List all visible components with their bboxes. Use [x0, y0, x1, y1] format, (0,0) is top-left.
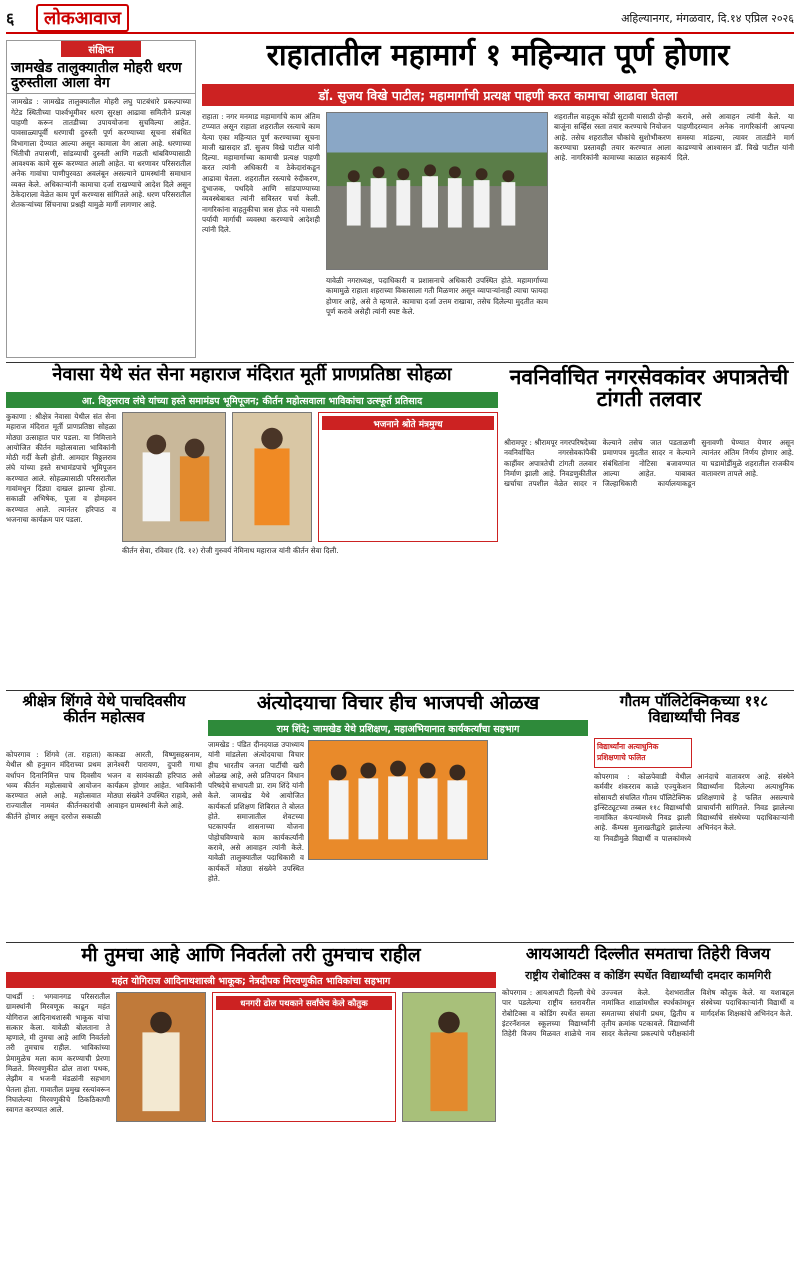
sankshipt-body: जामखेड : जामखेड तालुक्यातील मोहरी लघु पाटबंधारे प्रकल्पाच्या गेटेड स्थितीच्या पार्श्वभूमीवर धरण सुरक्षा आढावा समितीने प्रत्यक्ष पाहणी करून तातडीच्या उपाययोजना सुचविल्या आहेत. पावसाळ्यापूर्वी धरणाची दुरुस्ती पूर्ण करण्याच्या सूचना संबंधित विभागाला देण्यात आल्या असून कामाला वेग आला आहे. धरणाच्या भिंतीची तपासणी, सांडव्याची दुरुस्ती आणि गळती थांबविण्यासाठी आवश्यक कामे सुरू करण्यात आली आहेत. या धरणावर परिसरातील अनेक गावांचा पाणीपुरवठा अवलंबून असल्याने ग्रामस्थांनी समाधान व्यक्त केले. अधिकाऱ्यांनी कामाचा दर्जा राखण्याचे आदेश दिले असून ठेकेदाराला वेळेत काम पूर्ण करण्यास सांगितले आहे. धरण परिसरातील शेतकऱ्यांच्या सिंचनाचा प्रश्नही यामुळे मार्गी लागणार आहे. — [11, 97, 191, 210]
gautam-story — [594, 694, 794, 938]
nevasa-photo-2 — [232, 412, 312, 542]
sankshipt-headline: जामखेड तालुक्यातील मोहरी धरण दुरुस्तीला आला वेग — [7, 57, 195, 94]
lead-photo — [326, 112, 548, 270]
mi-tumcha-headline: मी तुमचा आहे आणि निवर्तलो तरी तुमचाच राहील — [81, 944, 421, 966]
antyodaya-subhead: राम शिंदे; जामखेड येथे प्रशिक्षण, महाअभियानात कार्यकर्त्यांचा सहभाग — [208, 720, 588, 736]
antyodaya-photo — [308, 740, 488, 860]
gautam-headline: गौतम पॉलिटेक्निकच्या ११८ विद्यार्थ्यांची निवड — [619, 692, 769, 726]
nevasa-photo-1 — [122, 412, 226, 542]
nevasa-caption: कीर्तन सेवा, रविवार (दि. १२) रोजी गुरुवर्य नेमिनाथ महाराज यांनी कीर्तन सेवा दिली. — [122, 546, 339, 555]
gautam-body: कोपरगाव : कोळपेवाडी येथील कर्मवीर शंकरराव काळे एज्युकेशन सोसायटी संचलित गौतम पॉलिटेक्निक इन्स्टिट्यूटच्या तब्बल ११८ विद्यार्थ्यांची नामांकित कंपन्यांमध्ये निवड झाली आहे. कॅम्पस मुलाखतीद्वारे झालेल्या या निवडीमुळे विद्यार्थी व पालकांमध्ये आनंदाचे वातावरण आहे. संस्थेने विद्यार्थ्यांना दिलेल्या अत्याधुनिक प्रशिक्षणाचे हे फलित असल्याचे प्राचार्यांनी सांगितले. निवड झालेल्या विद्यार्थ्यांचे संस्थेच्या पदाधिकाऱ्यांनी अभिनंदन केले. — [594, 772, 794, 843]
lead-body-mid: यावेळी नगराध्यक्ष, पदाधिकारी व प्रशासनाचे अधिकारी उपस्थित होते. महामार्गाच्या कामामुळे राहाता शहराच्या विकासाला गती मिळणार असून व्यापाऱ्यांनाही त्याचा फायदा होणार आहे, असे ते म्हणाले. कामाचा दर्जा उत्तम राखावा, तसेच दिलेल्या मुदतीत काम पूर्ण करावे असेही त्यांनी स्पष्ट केले. — [326, 276, 548, 316]
nevasa-story — [6, 366, 498, 686]
iit-story — [502, 946, 794, 1266]
lead-body-right: शहरातील वाहतूक कोंडी सुटावी यासाठी दोन्ही बाजूंना सर्व्हिस रस्ता तयार करण्याचे नियोजन आहे. तसेच शहरातील चौकांचे सुशोभीकरण करण्याचा प्रस्तावही तयार करण्यात आला आहे. नागरिकांनी कामाच्या काळात सहकार्य करावे, असे आवाहन त्यांनी केले. या पाहणीदरम्यान अनेक नागरिकांनी आपल्या समस्या मांडल्या, त्यावर तातडीने मार्ग काढण्याचे आश्वासन डॉ. विखे पाटील यांनी दिले. — [554, 112, 794, 163]
shinge-body: कोपरगाव : शिंगवे (ता. राहाता) येथील श्री हनुमान मंदिराच्या प्रथम वर्धापन दिनानिमित्त पाच दिवसीय भव्य कीर्तन महोत्सवाचे आयोजन करण्यात आले आहे. महोत्सवात राज्यातील नामवंत कीर्तनकारांची कीर्तने होणार असून दररोज सकाळी काकडा आरती, विष्णुसहस्रनाम, ज्ञानेश्वरी पारायण, दुपारी गाथा भजन व सायंकाळी हरिपाठ असे कार्यक्रम होणार आहेत. भाविकांनी मोठ्या संख्येने उपस्थित राहावे, असे आवाहन ग्रामस्थांनी केले आहे. — [6, 750, 202, 821]
lead-story — [202, 40, 794, 360]
mi-tumcha-inset-title: धनगरी ढोल पथकाने सर्वांचेच केले कौतुक — [216, 996, 392, 1010]
mi-tumcha-photo-1 — [116, 992, 206, 1122]
navnirvachit-story — [504, 366, 794, 686]
nevasa-subhead: आ. विठ्ठलराव लंघे यांच्या हस्ते समामंडप भूमिपूजन; कीर्तन महोत्सवाला भाविकांचा उत्स्फूर्त प्रतिसाद — [6, 392, 498, 408]
mi-tumcha-inset — [212, 992, 396, 1122]
lead-subhead: डॉ. सुजय विखे पाटील; महामार्गाची प्रत्यक्ष पाहणी करत कामाचा आढावा घेतला — [202, 84, 794, 106]
dateline: अहिल्यानगर, मंगळवार, दि.१४ एप्रिल २०२६ — [621, 11, 794, 25]
navnirvachit-headline: नवनिर्वाचित नगरसेवकांवर अपात्रतेची टांगती तलवार — [509, 365, 789, 412]
nevasa-headline: नेवासा येथे संत सेना महाराज मंदिरात मूर्ती प्राणप्रतिष्ठा सोहळा — [52, 364, 452, 385]
shinge-headline: श्रीक्षेत्र शिंगवे येथे पाचदिवसीय कीर्तन महोत्सव — [22, 692, 186, 726]
iit-body: कोपरगाव : आयआयटी दिल्ली येथे पार पडलेल्या राष्ट्रीय स्तरावरील रोबोटिक्स व कोडिंग स्पर्धेत समता इंटरनॅशनल स्कूलच्या विद्यार्थ्यांनी तिहेरी विजय मिळवत शाळेचे नाव उज्ज्वल केले. देशभरातील नामांकित शाळांमधील स्पर्धकांमधून समताच्या संघांनी प्रथम, द्वितीय व तृतीय क्रमांक पटकावले. विद्यार्थ्यांनी सादर केलेल्या प्रकल्पांचे परीक्षकांनी विशेष कौतुक केले. या यशाबद्दल संस्थेच्या पदाधिकाऱ्यांनी विद्यार्थी व मार्गदर्शक शिक्षकांचे अभिनंदन केले. — [502, 988, 794, 1039]
iit-headline: आयआयटी दिल्लीत समताचा तिहेरी विजय — [525, 944, 771, 963]
antyodaya-headline: अंत्योदयाचा विचार हीच भाजपची ओळख — [256, 692, 540, 714]
divider — [6, 942, 794, 943]
antyodaya-body: जामखेड : पंडित दीनदयाळ उपाध्याय यांनी मांडलेला अंत्योदयाचा विचार हीच भारतीय जनता पार्टीची खरी ओळख आहे, असे प्रतिपादन विधान परिषदेचे सभापती प्रा. राम शिंदे यांनी केले. जामखेड येथे आयोजित कार्यकर्ता प्रशिक्षण शिबिरात ते बोलत होते. समाजातील शेवटच्या घटकापर्यंत शासनाच्या योजना पोहोचविण्याचे काम कार्यकर्त्यांनी करावे, असे आवाहन त्यांनी केले. यावेळी तालुक्यातील पदाधिकारी व कार्यकर्ते मोठ्या संख्येने उपस्थित होते. — [208, 740, 304, 883]
page-number: ६ — [6, 9, 15, 28]
nevasa-inset-title: भजनाने श्रोते मंत्रमुग्ध — [322, 416, 494, 430]
mi-tumcha-story — [6, 946, 496, 1266]
gautam-inset-title: विद्यार्थ्यांना अत्याधुनिक प्रशिक्षणाचे फलित — [597, 742, 659, 762]
iit-subhead: राष्ट्रीय रोबोटिक्स व कोडिंग स्पर्धेत विद्यार्थ्यांची दमदार कामगिरी — [525, 969, 771, 982]
sankshipt-section — [6, 40, 196, 358]
mi-tumcha-photo-2 — [402, 992, 496, 1122]
divider — [6, 362, 794, 363]
lead-headline: राहातातील महामार्ग १ महिन्यात पूर्ण होणार — [266, 38, 730, 73]
navnirvachit-body: श्रीरामपूर : श्रीरामपूर नगरपरिषदेच्या नवनिर्वाचित नगरसेवकांपैकी काहींवर अपात्रतेची टांगती तलवार निर्माण झाली आहे. निवडणुकीतील खर्चाचा तपशील वेळेत सादर न केल्याने तसेच जात पडताळणी प्रमाणपत्र मुदतीत सादर न केल्याने संबंधितांना नोटिसा बजावण्यात आल्या आहेत. याबाबत जिल्हाधिकारी कार्यालयाकडून सुनावणी घेण्यात येणार असून त्यानंतर अंतिम निर्णय होणार आहे. या घडामोडींमुळे शहरातील राजकीय वातावरण तापले आहे. — [504, 438, 794, 489]
paper-name: लोकआवाज — [36, 4, 129, 32]
sankshipt-tag: संक्षिप्त — [61, 41, 141, 57]
shinge-story — [6, 694, 202, 938]
divider — [6, 690, 794, 691]
masthead — [6, 4, 794, 34]
antyodaya-story — [208, 694, 588, 938]
gautam-inset — [594, 738, 692, 768]
lead-body-left: राहाता : नगर मनमाड महामार्गाचे काम अंतिम टप्प्यात असून राहाता शहरातील रस्त्याचे काम येत्या एका महिन्यात पूर्ण करण्याच्या सूचना माजी खासदार डॉ. सुजय विखे पाटील यांनी दिल्या. महामार्गाच्या कामाची प्रत्यक्ष पाहणी करत त्यांनी अधिकारी व ठेकेदारांकडून आढावा घेतला. शहरातील रस्त्याचे रुंदीकरण, दुभाजक, पथदिवे आणि सांडपाण्याच्या व्यवस्थेबाबत त्यांनी सविस्तर चर्चा केली. नागरिकांना वाहतुकीचा त्रास होऊ नये यासाठी पर्यायी मार्गाची व्यवस्था करण्याचे आदेशही त्यांनी दिले. — [202, 112, 320, 235]
nevasa-body: कुकाणा : श्रीक्षेत्र नेवासा येथील संत सेना महाराज मंदिरात मूर्ती प्राणप्रतिष्ठा सोहळा मोठ्या उत्साहात पार पडला. या निमित्ताने आयोजित कीर्तन महोत्सवाला भाविकांनी मोठी गर्दी केली होती. आमदार विठ्ठलराव लंघे यांच्या हस्ते सभामंडपाचे भूमिपूजन करण्यात आले. सोहळ्यासाठी परिसरातील गावांमधून दिंड्या दाखल झाल्या होत्या. सकाळी अभिषेक, पूजा व होमहवन करण्यात आले. त्यानंतर हरिपाठ व भजनाचा कार्यक्रम पार पडला. — [6, 412, 116, 524]
mi-tumcha-body: पाथर्डी : भगवानगड परिसरातील ग्रामस्थांनी मिरवणूक काढून महंत योगिराज आदिनाथशास्त्री भाकूक यांचा सत्कार केला. यावेळी बोलताना ते म्हणाले, मी तुमचा आहे आणि निवर्तलो तरी तुमचाच राहील. भाविकांच्या प्रेमामुळेच मला काम करण्याची प्रेरणा मिळते. मिरवणुकीत ढोल ताशा पथक, लेझीम व भजनी मंडळांनी सहभाग घेतला होता. गावातील प्रमुख रस्त्यांवरून निघालेल्या मिरवणुकीचे ठिकठिकाणी स्वागत करण्यात आले. — [6, 992, 110, 1115]
nevasa-inset — [318, 412, 498, 542]
mi-tumcha-subhead: महंत योगिराज आदिनाथशास्त्री भाकूक; नेत्रदीपक मिरवणुकीत भाविकांचा सहभाग — [6, 972, 496, 988]
